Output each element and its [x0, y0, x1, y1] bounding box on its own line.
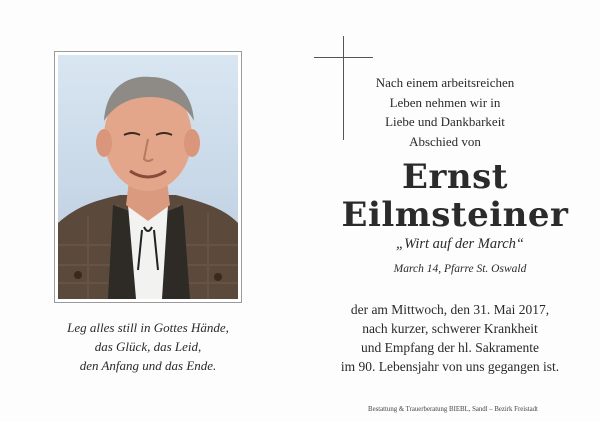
intro-line: Liebe und Dankbarkeit — [385, 114, 505, 129]
cross-icon-vertical — [343, 36, 344, 140]
poem-line: Leg alles still in Gottes Hände, — [67, 320, 229, 335]
portrait-photo — [58, 55, 238, 299]
funeral-home-footer: Bestattung & Trauerberatung BIEBL, Sandl – Bezirk Freistadt — [368, 406, 538, 413]
first-name: Ernst — [402, 157, 508, 197]
last-name: Eilmsteiner — [341, 195, 569, 235]
intro-line: Nach einem arbeitsreichen — [375, 75, 515, 90]
poem-line: den Anfang und das Ende. — [79, 358, 217, 373]
death-line: im 90. Lebensjahr von uns gegangen ist. — [340, 359, 560, 374]
deceased-name — [330, 158, 580, 234]
poem-line: das Glück, das Leid, — [94, 339, 202, 354]
death-line: nach kurzer, schwerer Krankheit — [362, 321, 538, 336]
cross-icon-horizontal — [314, 57, 373, 58]
death-notice — [300, 300, 600, 376]
death-line: und Empfang der hl. Sakramente — [360, 340, 540, 355]
death-line: der am Mittwoch, den 31. Mai 2017, — [350, 302, 550, 317]
photo-frame — [54, 51, 242, 303]
address: March 14, Pfarre St. Oswald — [393, 263, 527, 275]
portrait-illustration — [58, 55, 238, 299]
intro-line: Leben nehmen wir in — [389, 94, 501, 110]
intro-text — [345, 73, 545, 151]
intro-line: Abschied von — [409, 133, 481, 149]
poem — [40, 318, 256, 375]
nickname: „Wirt auf der March“ — [396, 236, 524, 252]
